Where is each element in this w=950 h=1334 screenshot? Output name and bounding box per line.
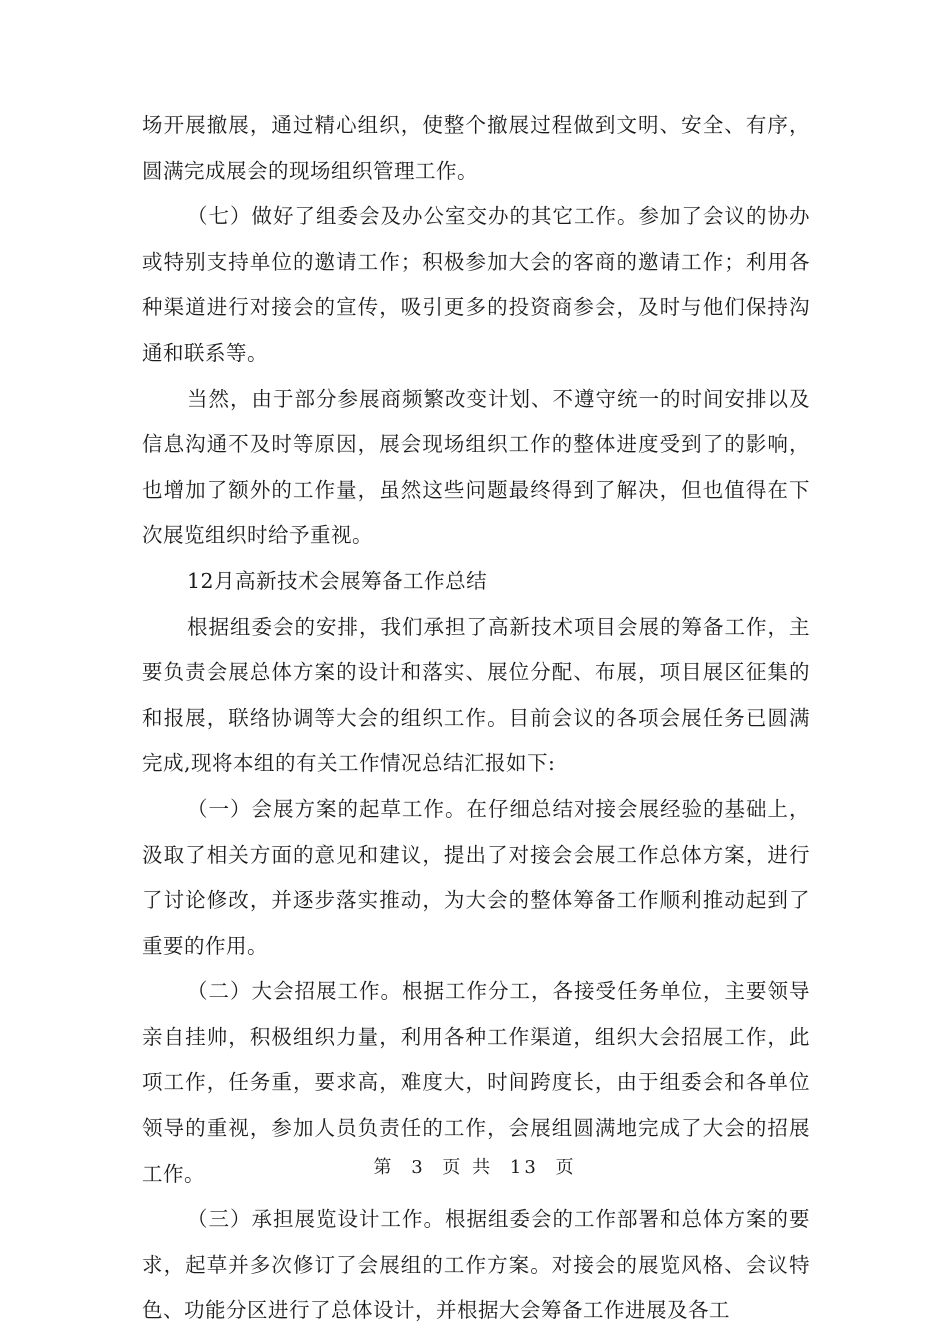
footer-middle: 页 共	[442, 1157, 494, 1178]
paragraph-7: （二）大会招展工作。根据工作分工，各接受任务单位，主要领导亲自挂帅，积极组织力量，利用各种工作渠道，组织大会招展工作，此项工作，任务重，要求高，难度大，时间跨度长，由于组委会和各单位领导的重视，参加人员负责任的工作，会展组圆满地完成了大会的招展工作。	[142, 979, 810, 1186]
page-footer	[0, 1153, 950, 1179]
document-body	[142, 103, 810, 1334]
paragraph-2: （七）做好了组委会及办公室交办的其它工作。参加了会议的协办或特别支持单位的邀请工作；积极参加大会的客商的邀请工作；利用各种渠道进行对接会的宣传，吸引更多的投资商参会，及时与他们保持沟通和联系等。	[142, 204, 810, 365]
paragraph-5: 根据组委会的安排，我们承担了高新技术项目会展的筹备工作，主要负责会展总体方案的设计和落实、展位分配、布展，项目展区征集的和报展，联络协调等大会的组织工作。目前会议的各项会展任务已圆满完成,现将本组的有关工作情况总结汇报如下:	[142, 614, 810, 776]
section-heading: 12月高新技术会展筹备工作总结	[187, 568, 488, 593]
total-pages-number: 13	[509, 1157, 539, 1178]
paragraph-8: （三）承担展览设计工作。根据组委会的工作部署和总体方案的要求，起草并多次修订了会展组的工作方案。对接会的展览风格、会议特色、功能分区进行了总体设计，并根据大会筹备工作进展及各工	[142, 1207, 810, 1323]
paragraph-3: 当然，由于部分参展商频繁改变计划、不遵守统一的时间安排以及信息沟通不及时等原因，展会现场组织工作的整体进度受到了的影响，也增加了额外的工作量，虽然这些问题最终得到了解决，但也值得在下次展览组织时给予重视。	[142, 386, 810, 548]
footer-suffix: 页	[555, 1157, 577, 1178]
current-page-number: 3	[411, 1157, 426, 1178]
footer-prefix: 第	[373, 1157, 395, 1178]
paragraph-6: （一）会展方案的起草工作。在仔细总结对接会展经验的基础上，汲取了相关方面的意见和建议，提出了对接会会展工作总体方案，进行了讨论修改，并逐步落实推动，为大会的整体筹备工作顺利推动起到了重要的作用。	[142, 796, 810, 958]
paragraph-1: 场开展撤展，通过精心组织，使整个撤展过程做到文明、安全、有序，圆满完成展会的现场组织管理工作。	[142, 113, 810, 183]
